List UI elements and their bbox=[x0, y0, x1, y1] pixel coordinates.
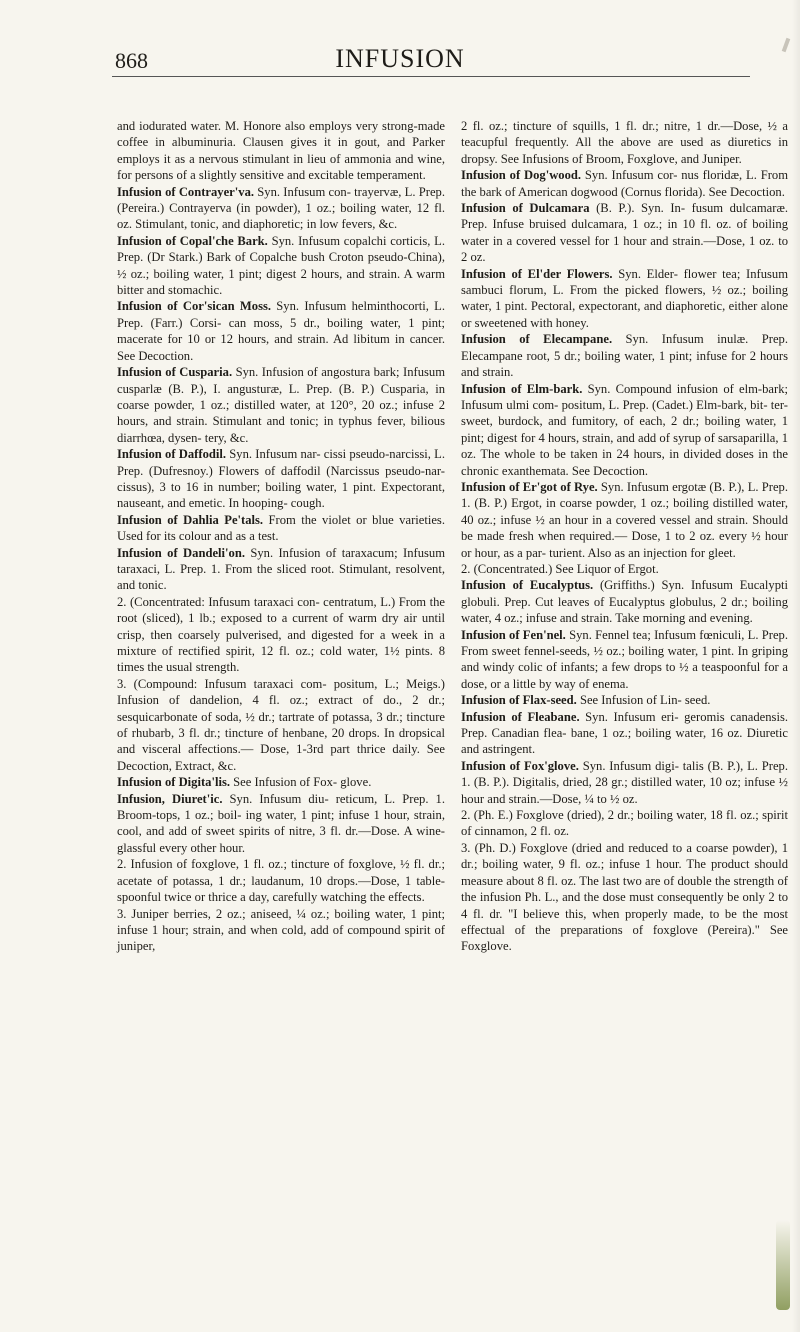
paragraph bbox=[117, 184, 445, 233]
paragraph bbox=[461, 709, 788, 758]
entry-text: Syn. Infusum copalchi corticis, L. Prep. (Dr Stark.) Bark of Copalche bush Croton pseudo-China), ½ oz.; boiling water, 1 pint; digest 2 hours, and strain. A warm bitter and stomachic. bbox=[117, 233, 445, 298]
entry-text: Syn. Infusum digi- talis (B. P.), L. Prep. 1. (B. P.). Digitalis, dried, 28 gr.; distilled water, 10 oz; infuse ½ hour and strain.—Dose, ¼ to ½ oz. bbox=[461, 758, 788, 806]
entry-text: (B. P.). Syn. In- fusum dulcamaræ. Prep. Infuse bruised dulcamara, 1 oz.; in 10 fl. oz. of boiling water in a covered vessel for 1 hour and strain.—Dose, 1 oz. to 2 oz. bbox=[461, 201, 789, 265]
entry-text: Syn. Fennel tea; Infusum fœniculi, L. Prep. From sweet fennel-seeds, ½ oz.; boiling water, 1 pint. In griping and windy colic of infants; a few drops to ½ a teaspoonful for a dose, or a little by way of enema. bbox=[461, 627, 789, 691]
entry-text: From the violet or blue varieties. Used for its colour and as a test. bbox=[117, 512, 445, 544]
paragraph bbox=[117, 364, 445, 446]
entry-text: 2 fl. oz.; tincture of squills, 1 fl. dr.; nitre, 1 dr.—Dose, ½ a teacupful frequently. All the above are used as diuretics in dropsy. See Infusions of Broom, Foxglove, and Juniper. bbox=[461, 119, 788, 166]
paragraph bbox=[117, 774, 445, 790]
right-column bbox=[461, 118, 788, 955]
running-head: INFUSION bbox=[335, 44, 465, 73]
paragraph bbox=[117, 545, 445, 594]
entry-text: See Infusion of Lin- seed. bbox=[576, 693, 711, 708]
entry-text: Syn. Infusum nar- cissi pseudo-narcissi, L. Prep. (Dufresnoy.) Flowers of daffodil (Narcissus pseudo-nar- cissus), 3 to 16 in number; boiling water, 1 pint. Expectorant, nauseant, and emetic. In hooping- cough. bbox=[117, 447, 445, 511]
entry-headword: Infusion of Contrayer'va. bbox=[117, 184, 255, 199]
paragraph bbox=[461, 807, 788, 840]
entry-text: Syn. Infusum helminthocorti, L. Prep. (Farr.) Corsi- can moss, 5 dr., boiling water, 1 pint; macerate for 10 or 12 hours, and strain. Ad libitum in cancer. See Decoction. bbox=[117, 299, 445, 363]
paragraph bbox=[117, 856, 445, 905]
paragraph bbox=[461, 627, 788, 693]
paragraph bbox=[117, 676, 445, 774]
scan-edge-shadow bbox=[792, 0, 800, 1332]
paragraph bbox=[117, 233, 445, 299]
paragraph bbox=[461, 577, 788, 626]
entry-headword: Infusion of Dahlia Pe'tals. bbox=[117, 512, 264, 527]
entry-headword: Infusion of Digita'lis. bbox=[117, 775, 231, 790]
entry-text: 2. (Ph. E.) Foxglove (dried), 2 dr.; boiling water, 18 fl. oz.; spirit of cinnamon, 2 fl. oz. bbox=[461, 808, 788, 839]
entry-headword: Infusion of Er'got of Rye. bbox=[461, 479, 598, 494]
paragraph bbox=[461, 200, 788, 266]
header-rule bbox=[112, 76, 750, 77]
paragraph bbox=[117, 791, 445, 857]
paragraph bbox=[461, 561, 788, 577]
entry-headword: Infusion of Cusparia. bbox=[117, 365, 233, 380]
paragraph bbox=[461, 381, 788, 479]
paragraph bbox=[461, 758, 788, 807]
paragraph bbox=[461, 167, 788, 200]
entry-text: 2. (Concentrated: Infusum taraxaci con- centratum, L.) From the root (sliced), 1 lb.; exposed to a current of warm dry air until crisp, then coarsely pulverised, and digested for a week in a mixture of rectified spirit, 12 fl. oz.; cold water, 1½ pints. 8 times the usual strength. bbox=[117, 594, 445, 675]
entry-text: See Infusion of Fox- glove. bbox=[230, 775, 372, 790]
entry-text: Syn. Elder- flower tea; Infusum sambuci florum, L. From the picked flowers, ½ oz.; boiling water, 1 pint. Pectoral, expectorant, and diaphoretic, either alone or sweetened with honey. bbox=[461, 266, 788, 330]
entry-text: 2. Infusion of foxglove, 1 fl. oz.; tincture of foxglove, ½ fl. dr.; acetate of potassa, 1 dr.; laudanum, 10 drops.—Dose, 1 table-spoonful twice or thrice a day, carefully watching the effects. bbox=[117, 857, 445, 905]
entry-headword: Infusion of Fleabane. bbox=[461, 709, 580, 724]
entry-headword: Infusion of El'der Flowers. bbox=[461, 266, 613, 281]
entry-headword: Infusion of Flax-seed. bbox=[461, 693, 577, 708]
entry-headword: Infusion of Dulcamara bbox=[461, 201, 590, 216]
entry-headword: Infusion, Diuret'ic. bbox=[117, 791, 223, 806]
left-column bbox=[117, 118, 445, 955]
entry-headword: Infusion of Daffodil. bbox=[117, 447, 227, 462]
entry-headword: Infusion of Cor'sican Moss. bbox=[117, 299, 272, 314]
paragraph bbox=[117, 906, 445, 955]
paragraph bbox=[461, 118, 788, 167]
entry-headword: Infusion of Dog'wood. bbox=[461, 168, 582, 183]
paragraph bbox=[461, 840, 788, 955]
entry-headword: Infusion of Fox'glove. bbox=[461, 758, 579, 773]
paragraph bbox=[461, 692, 788, 708]
page-number: 868 bbox=[115, 48, 148, 73]
scan-tab-mark bbox=[776, 1220, 790, 1310]
entry-headword: Infusion of Copal'che Bark. bbox=[117, 233, 268, 248]
entry-text: Syn. Infusum ergotæ (B. P.), L. Prep. 1. (B. P.) Ergot, in coarse powder, 1 oz.; boiling distilled water, 40 oz.; infuse ½ an hour in a covered vessel and strain. Should be made fresh when required.— Dose, 1 to 2 oz. every ½ hour or hour, as a par- turient. Also as an injection for gleet. bbox=[461, 479, 788, 560]
entry-text: Syn. Infusion of angostura bark; Infusum cusparlæ (B. P.), I. angusturæ, L. Prep. (B. P.) Cusparia, in coarse powder, 1 oz.; distilled water, at 120°, 20 oz.; infuse 2 hours, and strain. Stimulant and tonic; in typhus fever, bilious diarrhœa, dysen- tery, &c. bbox=[117, 365, 445, 445]
entry-text: Syn. Infusum diu- reticum, L. Prep. 1. Broom-tops, 1 oz.; boil- ing water, 1 pint; infuse 1 hour, strain, cool, and add of sweet spirits of nitre, 3 fl. dr.—Dose. A wine-glassful every other hour. bbox=[117, 791, 445, 855]
entry-text: (Griffiths.) Syn. Infusum Eucalypti globuli. Prep. Cut leaves of Eucalyptus globulus, 2 dr.; boiling water, 4 oz.; infuse and strain. Take morning and evening. bbox=[461, 578, 788, 626]
entry-text: Syn. Compound infusion of elm-bark; Infusum ulmi com- positum, L. Prep. (Cadet.) Elm-bark, bit- ter-sweet, burdock, and fumitory, of each, 2 dr.; boiling water, 1 pint; digest for 4 hours, strain, and add of syrup of sarsaparilla, 1 oz. The whole to be taken in 24 hours, in divided doses in the chronic exanthemata. See Decoction. bbox=[461, 381, 788, 478]
entry-text: 3. Juniper berries, 2 oz.; aniseed, ¼ oz.; boiling water, 1 pint; infuse 1 hour; strain, and when cold, add of compound spirit of juniper, bbox=[117, 906, 445, 954]
entry-headword: Infusion of Elecampane. bbox=[461, 332, 613, 347]
entry-text: Syn. Infusum inulæ. Prep. Elecampane root, 5 dr.; boiling water, 1 pint; infuse for 2 hours and strain. bbox=[461, 332, 788, 380]
paragraph bbox=[461, 331, 788, 380]
entry-text: 3. (Ph. D.) Foxglove (dried and reduced to a coarse powder), 1 dr.; boiling water, 9 fl. oz.; infuse 1 hour. The product should measure about 8 fl. oz. The last two are of double the strength of the infusion Ph. L., and the dose must consequently be only 2 to 4 fl. dr. "I believe this, when properly made, to be the most effectual of the preparations of foxglove (Pereira)." See Foxglove. bbox=[461, 840, 788, 954]
entry-headword: Infusion of Eucalyptus. bbox=[461, 578, 594, 593]
page-header bbox=[0, 38, 800, 78]
paragraph bbox=[117, 512, 445, 545]
entry-headword: Infusion of Fen'nel. bbox=[461, 627, 566, 642]
entry-text: Syn. Infusum con- trayervæ, L. Prep. (Pereira.) Contrayerva (in powder), 1 oz.; boiling water, 12 fl. oz. Stimulant, tonic, and diaphoretic; in low fevers, &c. bbox=[117, 184, 445, 232]
paragraph bbox=[117, 594, 445, 676]
entry-text: Syn. Infusum cor- nus floridæ, L. From the bark of American dogwood (Cornus florida). See Decoction. bbox=[461, 168, 789, 199]
entry-text: 2. (Concentrated.) See Liquor of Ergot. bbox=[461, 561, 659, 576]
entry-text: Syn. Infusion of taraxacum; Infusum taraxaci, L. Prep. 1. From the sliced root. Stimulant, resolvent, and tonic. bbox=[117, 545, 445, 593]
entry-text: and iodurated water. M. Honore also employs very strong-made coffee in albuminuria. Clausen gives it in gout, and Parker employs it as a nervous stimulant in lieu of ammonia and wine, for persons of a slightly sensitive and excitable temperament. bbox=[117, 119, 445, 183]
entry-text: Syn. Infusum eri- geromis canadensis. Prep. Canadian flea- bane, 1 oz.; boiling water, 16 oz. Diuretic and astringent. bbox=[461, 709, 788, 757]
entry-headword: Infusion of Dandeli'on. bbox=[117, 545, 245, 560]
entry-text: 3. (Compound: Infusum taraxaci com- positum, L.; Meigs.) Infusion of dandelion, 4 fl. oz.; extract of do., 2 dr.; sesquicarbonate of soda, ½ dr.; tartrate of potassa, 3 dr.; tincture of rhubarb, 3 fl. dr.; tincture of henbane, 20 drops. In dropsical and visceral affections.— Dose, 1-3rd part thrice daily. See Decoction, Extract, &c. bbox=[117, 676, 445, 773]
paragraph bbox=[461, 479, 788, 561]
entry-headword: Infusion of Elm-bark. bbox=[461, 381, 583, 396]
paragraph bbox=[117, 446, 445, 512]
paragraph bbox=[461, 266, 788, 332]
paragraph bbox=[117, 118, 445, 184]
paragraph bbox=[117, 298, 445, 364]
